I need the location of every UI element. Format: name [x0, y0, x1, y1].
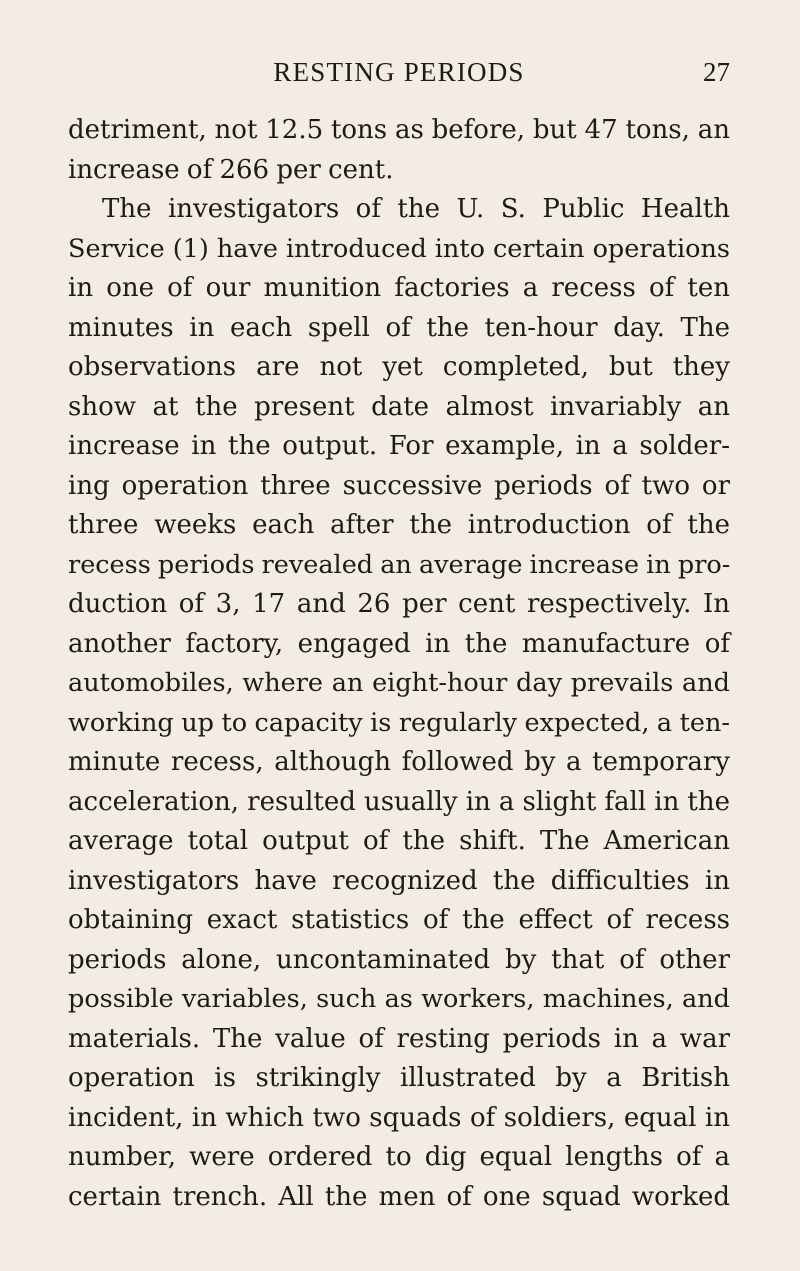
text-line: minutes in each spell of the ten-hour day. The	[68, 312, 730, 343]
text-line: ing operation three successive periods of two or	[68, 470, 730, 501]
text-line: The investigators of the U. S. Public Health	[102, 194, 730, 224]
text-line: Service (1) have introduced into certain operations	[68, 233, 730, 264]
text-line: periods alone, uncontaminated by that of other	[68, 944, 730, 975]
text-line: incident, in which two squads of soldiers, equal in	[68, 1102, 730, 1133]
text-line: another factory, engaged in the manufacture of	[68, 628, 730, 659]
text-line: duction of 3, 17 and 26 per cent respectively. In	[68, 589, 730, 619]
text-line: number, were ordered to dig equal lengths of a	[68, 1142, 730, 1172]
running-head	[68, 50, 730, 94]
text-line: working up to capacity is regularly expected, a ten-	[68, 707, 730, 738]
text-line: show at the present date almost invariably an	[68, 391, 730, 422]
text-line: increase in the output. For example, in a solder-	[68, 431, 730, 461]
text-line: obtaining exact statistics of the effect of recess	[68, 905, 730, 935]
page-number: 27	[703, 57, 730, 87]
text-line: minute recess, although followed by a temporary	[68, 747, 730, 777]
running-title: RESTING PERIODS	[273, 57, 525, 87]
text-line: certain trench. All the men of one squad worked	[68, 1181, 730, 1212]
text-line: increase of 266 per cent.	[68, 154, 394, 185]
text-line: recess periods revealed an average increase in pro-	[68, 549, 731, 580]
text-line: in one of our munition factories a recess of ten	[68, 273, 730, 303]
text-line: average total output of the shift. The American	[68, 826, 730, 856]
text-line: materials. The value of resting periods in a war	[68, 1023, 730, 1054]
text-line: operation is strikingly illustrated by a British	[68, 1063, 730, 1093]
text-line: automobiles, where an eight-hour day prevails and	[68, 668, 730, 698]
text-line: observations are not yet completed, but they	[68, 352, 730, 382]
text-line: three weeks each after the introduction of the	[68, 510, 730, 540]
body-text	[68, 111, 730, 1217]
text-line: possible variables, such as workers, machines, and	[68, 984, 730, 1014]
text-line: detriment, not 12.5 tons as before, but 47 tons, an	[68, 115, 730, 145]
text-line: acceleration, resulted usually in a slight fall in the	[68, 786, 730, 817]
text-line: investigators have recognized the difficulties in	[68, 865, 730, 896]
